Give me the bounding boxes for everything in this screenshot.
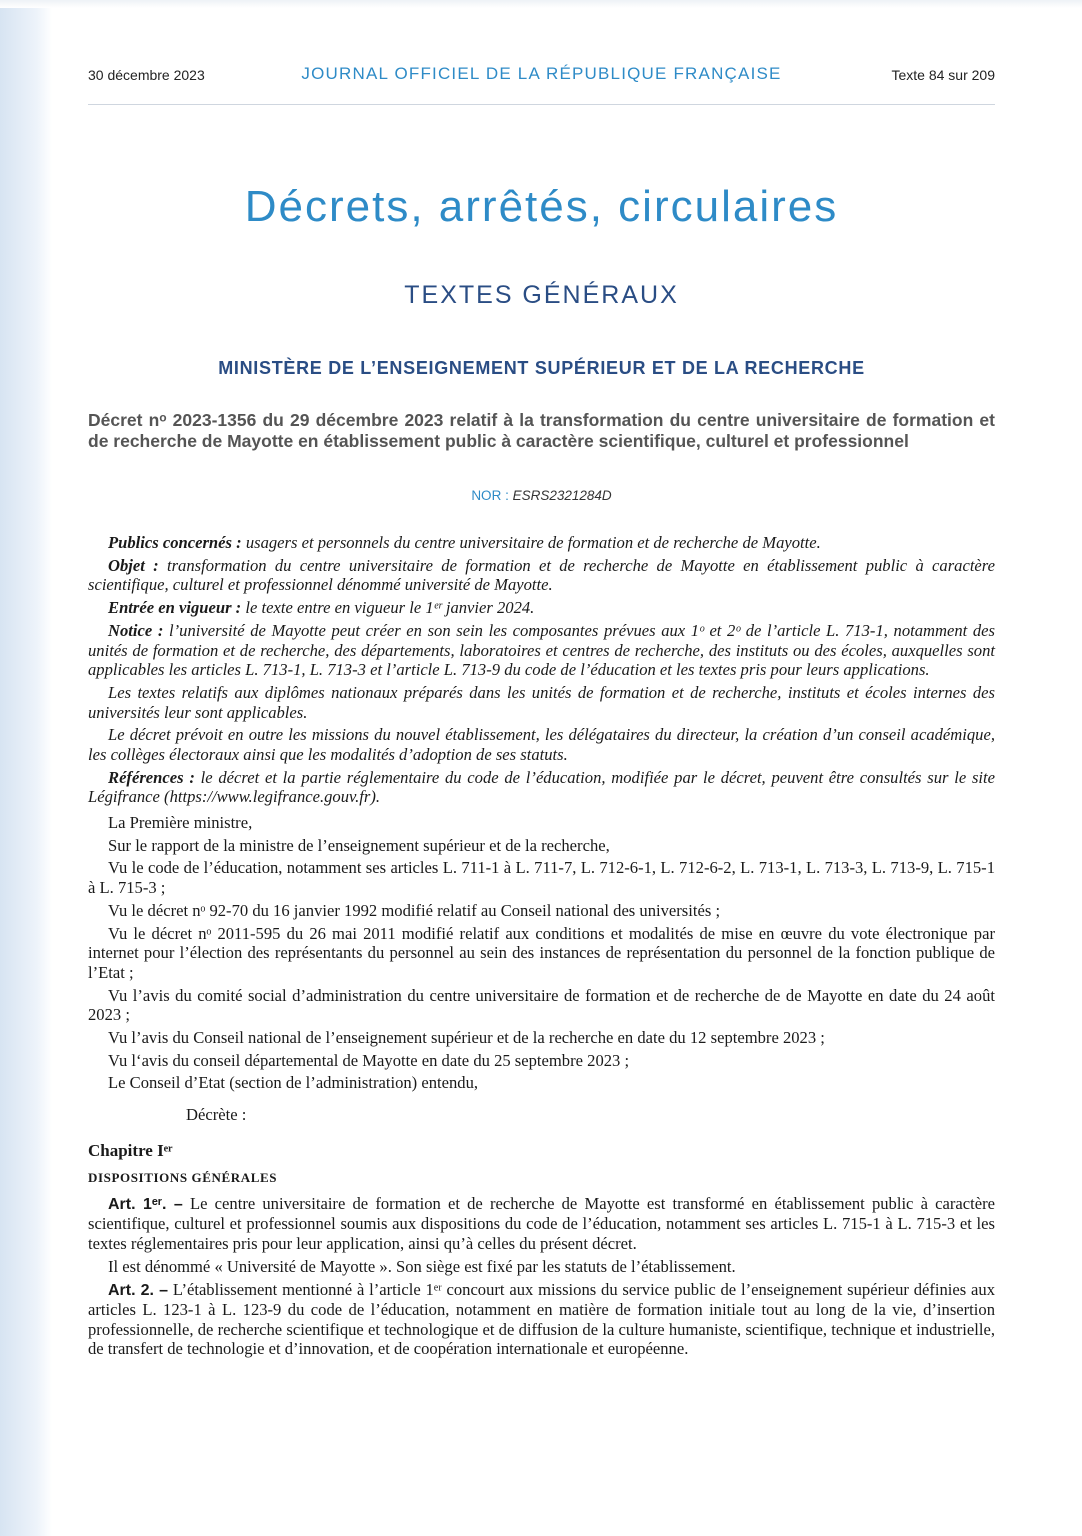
summary-objet [88, 556, 995, 595]
preamble-line: Vu le décret nᵒ 2011-595 du 26 mai 2011 modifié relatif aux conditions et modalités de mise en œuvre du vote électronique par internet pour l’élection des représentants du personnel au sein des instances de représentation du personnel de la fonction publique de l’Etat ; [88, 923, 995, 982]
article-1-p2: Il est dénommé « Université de Mayotte ». Son siège est fixé par les statuts de l’établissement. [108, 1256, 736, 1276]
section-heading: TEXTES GÉNÉRAUX [404, 281, 679, 309]
document-body [88, 533, 995, 1362]
summary-references [88, 768, 995, 807]
summary-notice [88, 621, 995, 680]
ministry-heading: MINISTÈRE DE L’ENSEIGNEMENT SUPÉRIEUR ET DE LA RECHERCHE [218, 358, 865, 378]
summary-label: Notice : [108, 620, 164, 640]
page-left-shadow [0, 0, 52, 1536]
preamble-line: Vu l’avis du comité social d’administration du centre universitaire de formation et de recherche de de Mayotte en date du 24 août 2023 ; [88, 985, 995, 1025]
summary-label: Publics concernés : [108, 533, 242, 552]
article-label: Art. 1ᵉʳ. – [108, 1195, 183, 1213]
article-2 [88, 1280, 995, 1359]
preamble-line: Vu l’avis du Conseil national de l’enseignement supérieur et de la recherche en date du 12 septembre 2023 ; [108, 1027, 825, 1047]
preamble-line: Vu le code de l’éducation, notamment ses articles L. 711-1 à L. 711-7, L. 712-6-1, L. 712-6-2, L. 713-1, L. 713-3, L. 713-9, L. 715-1 à L. 715-3 ; [88, 858, 995, 897]
summary-text: transformation du centre universitaire de formation et de recherche de Mayotte en établissement public à caractère scientifique, culturel et professionnel dénommé université de Mayotte. [88, 555, 995, 595]
header-date: 30 décembre 2023 [88, 67, 205, 83]
chapter-title: Chapitre Iᵉʳ [88, 1140, 173, 1160]
summary-entree [88, 598, 995, 618]
header-text-number: Texte 84 sur 209 [891, 67, 995, 83]
preamble-line: Sur le rapport de la ministre de l’enseignement supérieur et de la recherche, [108, 835, 610, 855]
article-label: Art. 2. – [108, 1281, 169, 1299]
summary-label: Objet : [108, 555, 159, 575]
preamble-line: Vu l‘avis du conseil départemental de Mayotte en date du 25 septembre 2023 ; [108, 1050, 630, 1070]
nor-value: ESRS2321284D [512, 488, 612, 503]
summary-notice-p2: Les textes relatifs aux diplômes nationaux préparés dans les unités de formation et de recherche, instituts et écoles internes des universités leur sont applicables. [88, 682, 995, 722]
nor-label: NOR : [471, 488, 509, 503]
preamble-line: Vu le décret nᵒ 92-70 du 16 janvier 1992 modifié relatif au Conseil national des universités ; [108, 900, 721, 920]
page-title: Décrets, arrêtés, circulaires [244, 182, 839, 231]
chapter-subtitle: DISPOSITIONS GÉNÉRALES [88, 1170, 278, 1186]
summary-label: Entrée en vigueur : [108, 598, 242, 618]
article-text: Le centre universitaire de formation et de recherche de Mayotte est transformé en établissement public à caractère scientifique, culturel et professionnel soumis aux dispositions du code de l’éducation, notamment ses articles L. 715-1 à L. 715-3 et les textes réglementaires pris pour leur application, ainsi qu’à celles du présent décret. [88, 1193, 996, 1254]
page-top-shadow [0, 0, 1082, 8]
decrete-line: Décrète : [186, 1105, 247, 1125]
summary-publics [88, 533, 995, 553]
preamble-line: Le Conseil d’Etat (section de l’administration) entendu, [108, 1073, 479, 1093]
summary-text: usagers et personnels du centre universitaire de formation et de recherche de Mayotte. [245, 533, 821, 552]
nor-line [88, 488, 995, 503]
preamble-line: La Première ministre, [108, 812, 253, 832]
summary-text: le texte entre en vigueur le 1ᵉʳ janvier 2024. [245, 598, 535, 618]
decree-title: Décret nᵒ 2023-1356 du 29 décembre 2023 relatif à la transformation du centre universitaire de formation et de recherche de Mayotte en établissement public à caractère scientifique, culturel et professionnel [88, 410, 995, 451]
header-journal-name: JOURNAL OFFICIEL DE LA RÉPUBLIQUE FRANÇAISE [301, 64, 782, 83]
article-1 [88, 1194, 995, 1254]
summary-label: Références : [108, 767, 195, 787]
summary-text: l’université de Mayotte peut créer en son sein les composantes prévues aux 1ᵒ et 2ᵒ de l’article L. 713-1, notamment des unités de formation et de recherche, des départements, laboratoires et centres de recherche, des instituts ou des écoles, auxquelles sont applicables les articles L. 713-1, L. 713-3 et l’article L. 713-9 du code de l’éducation et les textes pris pour leurs applications. [88, 620, 996, 680]
article-text: L’établissement mentionné à l’article 1ᵉʳ concourt aux missions du service public de l’enseignement supérieur définies aux articles L. 123-1 à L. 123-9 du code de l’éducation, notamment en matière de formation initiale tout au long de la vie, d’insertion professionnelle, de recherche scientifique et technologique et de diffusion de la culture humaniste, scientifique, technique et industrielle, de transfert de technologie et d’innovation, et de coopération internationale et européenne. [88, 1279, 995, 1359]
summary-notice-p3: Le décret prévoit en outre les missions du nouvel établissement, les délégataires du directeur, la création d’un conseil académique, les collèges électoraux ainsi que les modalités d’adoption de ses statuts. [88, 725, 995, 764]
page-header [88, 64, 995, 105]
summary-text: le décret et la partie réglementaire du code de l’éducation, modifiée par le décret, peuvent être consultés sur le site Légifrance (https://www.legifrance.gouv.fr). [88, 767, 995, 807]
